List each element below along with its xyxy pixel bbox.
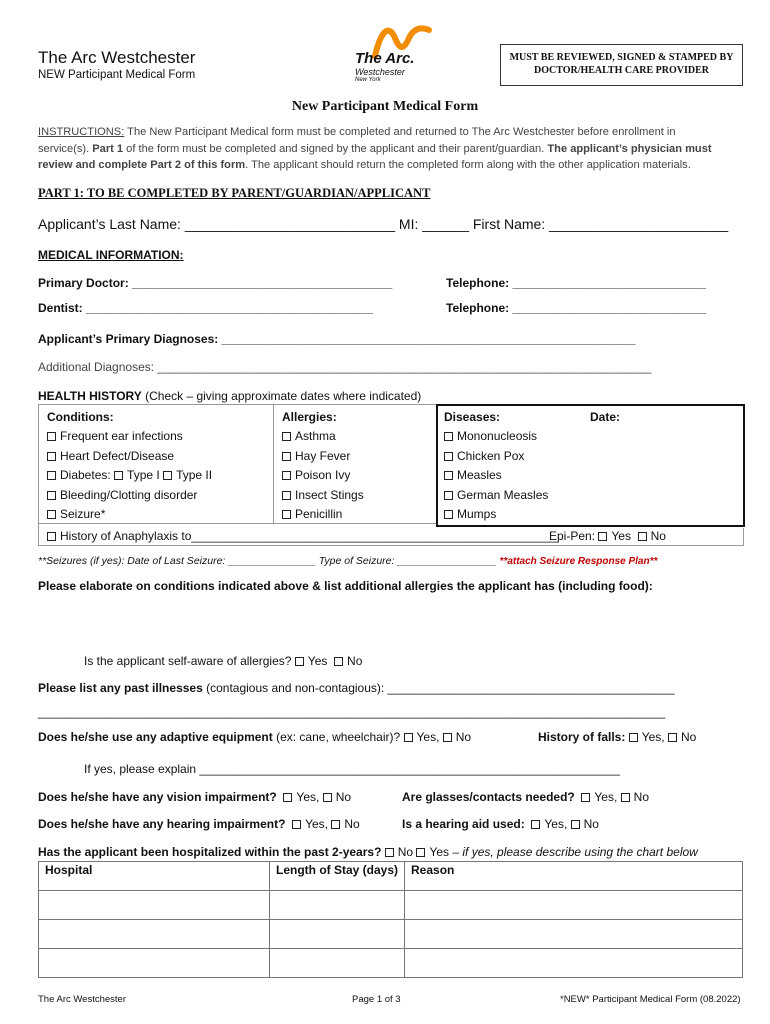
no-label: No (335, 790, 352, 804)
glasses-question[interactable] (402, 790, 649, 804)
footer-right: *NEW* Participant Medical Form (08.2022) (560, 994, 741, 1005)
checkbox[interactable] (598, 532, 607, 541)
yes-label: Yes, (296, 790, 320, 804)
checkbox[interactable] (47, 491, 56, 500)
checkbox[interactable] (444, 510, 453, 519)
allergy-label: Hay Fever (295, 449, 351, 463)
telephone-field-2[interactable]: Telephone: _____________________________ (446, 301, 706, 315)
checkbox[interactable] (638, 532, 647, 541)
instructions-text3b: . The applicant should return the completed form along with the other application materials. (245, 159, 691, 171)
instructions-label: INSTRUCTIONS: (38, 126, 125, 138)
allergy-item[interactable] (282, 488, 364, 502)
seizure-attach-note: **attach Seizure Response Plan** (499, 556, 658, 567)
hospitalized-question[interactable] (38, 845, 698, 859)
allergies-header: Allergies: (282, 410, 337, 424)
org-logo (345, 22, 445, 88)
stamp-notice-line2: DOCTOR/HEALTH CARE PROVIDER (533, 65, 710, 76)
checkbox[interactable] (282, 432, 291, 441)
length-of-stay-header: Length of Stay (days) (270, 862, 405, 891)
allergy-label: Insect Stings (295, 488, 364, 502)
checkbox[interactable] (444, 491, 453, 500)
org-name: The Arc Westchester (38, 48, 196, 67)
anaphylaxis-field[interactable] (47, 529, 558, 543)
table-cell[interactable] (39, 891, 270, 920)
logo-sub-text: Westchester (355, 67, 405, 77)
no-label: No (344, 817, 360, 831)
disease-label: Measles (457, 468, 502, 482)
conditions-header: Conditions: (47, 410, 114, 424)
checkbox[interactable] (114, 471, 123, 480)
yes-label: Yes (307, 654, 328, 668)
history-falls-label: History of falls: (538, 730, 626, 744)
checkbox[interactable] (47, 471, 56, 480)
vision-question[interactable] (38, 790, 351, 804)
checkbox[interactable] (282, 491, 291, 500)
table-cell[interactable] (39, 920, 270, 949)
checkbox[interactable] (443, 733, 452, 742)
disease-label: Mononucleosis (457, 429, 538, 443)
reason-header: Reason (405, 862, 743, 891)
disease-label: Mumps (457, 507, 497, 521)
checkbox[interactable] (163, 471, 172, 480)
no-label: No (680, 730, 697, 744)
instructions-text2c: of the form must be completed and signed by the applicant and their parent/guardian. (123, 142, 548, 155)
checkbox[interactable] (331, 820, 340, 829)
no-label: No (650, 529, 666, 543)
disease-item[interactable] (444, 468, 502, 482)
condition-label: Heart Defect/Disease (60, 449, 175, 463)
footer-page-number: Page 1 of 3 (352, 994, 401, 1005)
diabetes-type1-label: Type I (127, 468, 160, 482)
checkbox[interactable] (629, 733, 638, 742)
telephone-field-1[interactable]: Telephone: _____________________________ (446, 276, 706, 290)
allergy-item[interactable] (282, 429, 336, 443)
past-illnesses-label: Please list any past illnesses (38, 681, 203, 695)
adaptive-label: Does he/she use any adaptive equipment (38, 730, 273, 744)
stamp-notice-box (500, 44, 743, 86)
part1-heading: PART 1: TO BE COMPLETED BY PARENT/GUARDIAN/APPLICANT (38, 186, 431, 200)
table-cell[interactable] (270, 949, 405, 978)
seizure-info-field[interactable] (38, 555, 657, 567)
checkbox[interactable] (531, 820, 540, 829)
condition-label: Frequent ear infections (60, 429, 183, 443)
checkbox[interactable] (404, 733, 413, 742)
diseases-header: Diseases: (444, 410, 501, 424)
self-aware-question[interactable] (84, 654, 362, 668)
self-aware-label: Is the applicant self-aware of allergies? (84, 654, 292, 668)
table-row[interactable] (39, 891, 743, 920)
no-label: No (347, 654, 363, 668)
table-cell[interactable] (270, 920, 405, 949)
anaphylaxis-label: History of Anaphylaxis to_______________________________________________________ (60, 529, 559, 543)
checkbox[interactable] (668, 733, 677, 742)
instructions-part1: Part 1 (92, 142, 124, 155)
allergy-item[interactable] (282, 507, 342, 521)
checkbox[interactable] (334, 657, 343, 666)
health-history-subtitle: (Check – giving approximate dates where indicated) (141, 389, 422, 403)
table-cell[interactable] (270, 891, 405, 920)
instructions (38, 124, 712, 174)
table-cell[interactable] (405, 949, 743, 978)
adaptive-equipment-question[interactable] (38, 730, 471, 744)
instructions-text1: The New Participant Medical form must be completed and returned to The Arc Westchester before enrollment in (124, 126, 676, 138)
health-history-title: HEALTH HISTORY (38, 389, 142, 403)
table-row[interactable] (39, 920, 743, 949)
no-label: No (583, 817, 599, 831)
dentist-field[interactable]: Dentist: ___________________________________________ (38, 301, 373, 315)
page-title: New Participant Medical Form (291, 99, 479, 114)
checkbox[interactable] (282, 510, 291, 519)
additional-diagnoses-field[interactable]: Additional Diagnoses: __________________________________________________________________________ (38, 360, 652, 374)
disease-item[interactable] (444, 449, 524, 463)
primary-diagnoses-field[interactable]: Applicant’s Primary Diagnoses: ______________________________________________________________ (38, 332, 636, 346)
logo-main-text: The Arc. (355, 50, 415, 67)
hospital-table (38, 861, 743, 978)
past-illnesses-line2[interactable]: ______________________________________________________________________________________________ (38, 705, 666, 719)
checkbox[interactable] (571, 820, 580, 829)
hospitalized-instructions: – if yes, please describe using the chart below (449, 845, 698, 859)
instructions-text2a: service(s). (38, 142, 93, 155)
epipen-field[interactable] (549, 529, 666, 543)
checkbox[interactable] (292, 820, 301, 829)
checkbox[interactable] (385, 848, 394, 857)
table-row[interactable] (39, 949, 743, 978)
yes-label: Yes, (594, 790, 618, 804)
checkbox[interactable] (47, 432, 56, 441)
vision-label: Does he/she have any vision impairment? (38, 790, 277, 804)
logo-state-text: New York (355, 77, 381, 83)
disease-label: German Measles (457, 488, 549, 502)
allergy-label: Asthma (295, 429, 336, 443)
hearing-label: Does he/she have any hearing impairment? (38, 817, 286, 831)
yes-label: Yes, (544, 817, 568, 831)
disease-item[interactable] (444, 507, 496, 521)
checkbox[interactable] (621, 793, 630, 802)
table-cell[interactable] (405, 891, 743, 920)
checkbox[interactable] (444, 471, 453, 480)
condition-item[interactable] (47, 429, 183, 443)
allergy-item[interactable] (282, 449, 350, 463)
allergy-label: Poison Ivy (295, 468, 351, 482)
glasses-label: Are glasses/contacts needed? (402, 790, 575, 804)
primary-doctor-field[interactable]: Primary Doctor: _______________________________________ (38, 276, 393, 290)
hearing-aid-question[interactable] (402, 817, 599, 831)
condition-item[interactable] (47, 507, 105, 521)
checkbox[interactable] (282, 471, 291, 480)
checkbox[interactable] (323, 793, 332, 802)
checkbox[interactable] (444, 452, 453, 461)
epipen-label: Epi-Pen: (549, 529, 596, 543)
if-yes-explain-field[interactable]: If yes, please explain _______________________________________________________________ (84, 762, 620, 776)
yes-label: Yes (611, 529, 631, 543)
condition-item[interactable] (47, 449, 174, 463)
no-label: No (633, 790, 650, 804)
yes-label: Yes, (305, 817, 329, 831)
adaptive-rest: (ex: cane, wheelchair)? (272, 730, 401, 744)
disease-label: Chicken Pox (457, 449, 525, 463)
checkbox[interactable] (283, 793, 292, 802)
instructions-text2d: The applicant’s physician must (547, 142, 712, 155)
health-history-heading (38, 389, 421, 403)
allergy-item[interactable] (282, 468, 350, 482)
hospitalized-label: Has the applicant been hospitalized within the past 2-years? (38, 845, 382, 859)
yes-label: Yes (429, 845, 450, 859)
condition-label: Bleeding/Clotting disorder (60, 488, 198, 502)
yes-label: Yes, (416, 730, 440, 744)
checkbox[interactable] (47, 532, 56, 541)
table-header-row (39, 862, 743, 891)
hospital-header: Hospital (39, 862, 270, 891)
checkbox[interactable] (416, 848, 425, 857)
stamp-notice-line1: MUST BE REVIEWED, SIGNED & STAMPED BY (509, 52, 734, 63)
checkbox[interactable] (282, 452, 291, 461)
medical-info-heading: MEDICAL INFORMATION: (38, 248, 184, 262)
past-illnesses-line: (contagious and non-contagious): ___________________________________________ (202, 681, 675, 695)
checkbox[interactable] (295, 657, 304, 666)
checkbox[interactable] (581, 793, 590, 802)
hearing-question[interactable] (38, 817, 360, 831)
disease-item[interactable] (444, 429, 537, 443)
no-label: No (397, 845, 414, 859)
condition-label: Diabetes: (60, 468, 111, 482)
history-falls-question[interactable] (538, 730, 696, 744)
instructions-text3a: review and complete Part 2 of this form (38, 159, 246, 171)
condition-item[interactable] (47, 488, 197, 502)
past-illnesses-field[interactable] (38, 681, 675, 695)
checkbox[interactable] (47, 510, 56, 519)
checkbox[interactable] (444, 432, 453, 441)
seizure-line-text: **Seizures (if yes): Date of Last Seizure: _______________ Type of Seizure: _________________ (38, 555, 497, 567)
applicant-name-line[interactable]: Applicant’s Last Name: ___________________________ MI: ______ First Name: _______________________ (38, 216, 729, 232)
table-cell[interactable] (39, 949, 270, 978)
diabetes-type2-label: Type II (176, 468, 213, 482)
date-header: Date: (590, 410, 621, 424)
disease-item[interactable] (444, 488, 548, 502)
form-name: NEW Participant Medical Form (38, 69, 196, 81)
elaborate-prompt: Please elaborate on conditions indicated above & list additional allergies the applicant has (including food): (38, 579, 653, 593)
yes-label: Yes, (641, 730, 665, 744)
allergy-label: Penicillin (295, 507, 343, 521)
condition-item[interactable] (47, 468, 212, 482)
table-cell[interactable] (405, 920, 743, 949)
no-label: No (455, 730, 472, 744)
checkbox[interactable] (47, 452, 56, 461)
footer-left: The Arc Westchester (38, 994, 126, 1005)
hearing-aid-label: Is a hearing aid used: (402, 817, 525, 831)
condition-label: Seizure* (60, 507, 106, 521)
